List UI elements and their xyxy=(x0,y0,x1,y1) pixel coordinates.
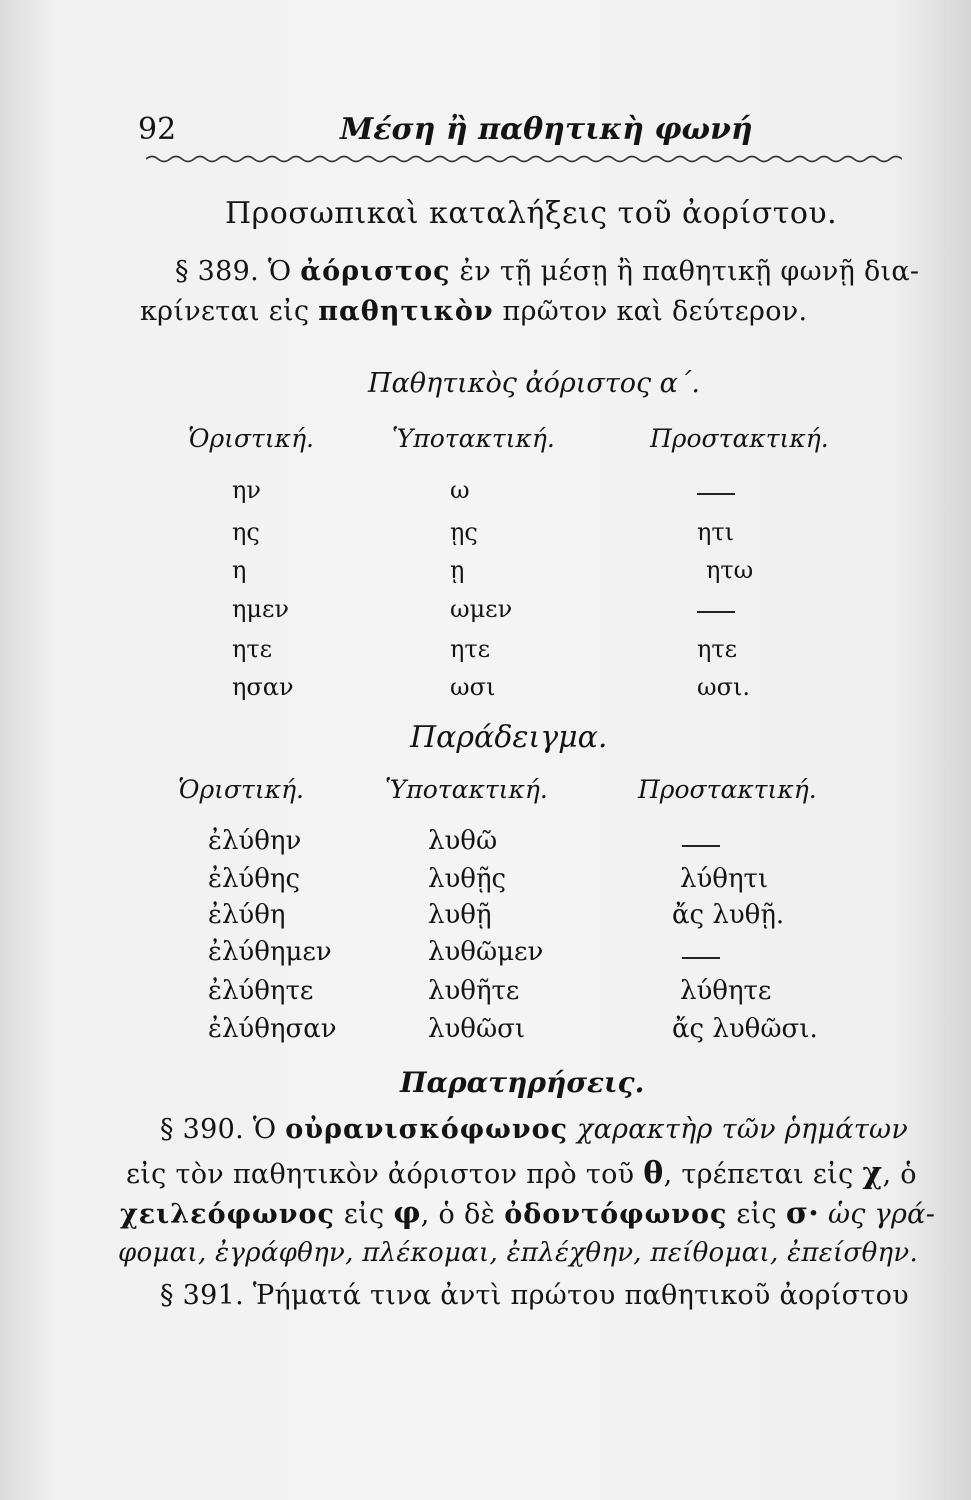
paragraph-391-line1 xyxy=(160,1280,909,1311)
term-cheileo: χειλεόφωνος xyxy=(120,1199,335,1230)
table2-indicative-cell: ἐλύθην xyxy=(208,826,302,856)
p390-text-3b: , ὁ δὲ xyxy=(420,1199,496,1230)
article: Ὁ xyxy=(267,256,292,287)
wavy-rule xyxy=(146,152,902,166)
table2-subjunctive-cell: λυθῇ xyxy=(428,900,492,930)
table1-indicative-cell: η xyxy=(232,556,247,584)
table2-subjunctive-cell: λυθῶμεν xyxy=(428,937,544,967)
p390-text-1: χαρακτὴρ τῶν ῥημάτων xyxy=(576,1114,909,1145)
table2-empty-dash xyxy=(682,845,720,847)
table2-indicative-cell: ἐλύθησαν xyxy=(208,1014,337,1044)
table2-empty-dash xyxy=(682,957,720,959)
table1-header-subjunctive: Ὑποτακτική. xyxy=(392,424,555,453)
table1-subjunctive-cell: ῃ xyxy=(450,556,465,584)
paragraph-389-line2 xyxy=(140,296,807,327)
table2-title: Παράδειγμα. xyxy=(410,720,608,755)
table2-indicative-cell: ἐλύθη xyxy=(208,900,286,930)
letter-phi: φ xyxy=(393,1196,421,1231)
table2-subjunctive-cell: λυθῇς xyxy=(428,864,507,894)
table1-title: Παθητικὸς ἀόριστος α΄. xyxy=(368,368,700,399)
paragraph-390-line4: φομαι, ἐγράφθην, πλέκομαι, ἐπλέχθην, πείθομαι, ἐπείσθην. xyxy=(118,1238,919,1268)
table2-imperative-cell: ἄς λυθῇ. xyxy=(672,900,785,930)
table1-subjunctive-cell: ωμεν xyxy=(450,595,513,623)
p391-text: Ῥήματά τινα ἀντὶ πρώτου παθητικοῦ ἀορίστου xyxy=(252,1280,909,1311)
table2-imperative-cell: λύθητι xyxy=(680,864,769,894)
letter-sigma: σ· xyxy=(785,1196,820,1231)
p390-text-2b: , τρέπεται εἰς xyxy=(663,1159,854,1190)
table2-indicative-cell: ἐλύθητε xyxy=(208,976,314,1006)
section-number-389: § 389. xyxy=(175,256,259,287)
table1-indicative-cell: ημεν xyxy=(232,595,289,623)
paragraph-390-line3 xyxy=(120,1196,935,1231)
term-pathetikon: παθητικὸν xyxy=(318,296,494,327)
term-ouranisko: οὐρανισκόφωνος xyxy=(285,1114,569,1145)
table2-imperative-cell: ἄς λυθῶσι. xyxy=(672,1014,818,1044)
table2-subjunctive-cell: λυθῶ xyxy=(428,826,498,856)
table2-imperative-cell: λύθητε xyxy=(680,976,772,1006)
table1-imperative-cell: ητω xyxy=(706,556,754,584)
table1-imperative-cell: ητε xyxy=(697,635,738,663)
table2-subjunctive-cell: λυθῆτε xyxy=(428,976,520,1006)
article: Ὁ xyxy=(252,1114,277,1145)
table2-header-imperative: Προστακτική. xyxy=(638,775,817,804)
section-number-391: § 391. xyxy=(160,1280,244,1311)
p390-text-2c: , ὁ xyxy=(882,1159,917,1190)
letter-theta: θ xyxy=(643,1156,664,1191)
paragraph-390-line1 xyxy=(160,1114,908,1145)
running-title: Μέση ἢ παθητικὴ φωνή xyxy=(340,112,753,147)
table1-empty-dash xyxy=(697,611,735,613)
table1-indicative-cell: ης xyxy=(232,518,260,546)
p389-text-1: ἐν τῇ μέσῃ ἢ παθητικῇ φωνῇ δια- xyxy=(459,256,920,287)
table1-indicative-cell: ην xyxy=(232,476,261,504)
table2-header-indicative: Ὁριστική. xyxy=(178,775,305,804)
p389-text-2a: κρίνεται εἰς xyxy=(140,296,310,327)
table1-empty-dash xyxy=(697,493,735,495)
paragraph-389-line1 xyxy=(175,256,919,287)
section-number-390: § 390. xyxy=(160,1114,244,1145)
section-title: Προσωπικαὶ καταλήξεις τοῦ ἀορίστου. xyxy=(225,196,838,231)
table2-indicative-cell: ἐλύθημεν xyxy=(208,937,332,967)
table1-subjunctive-cell: ω xyxy=(450,476,470,504)
page-number: 92 xyxy=(138,112,177,147)
table1-subjunctive-cell: ῃς xyxy=(450,518,478,546)
p390-text-3c: εἰς xyxy=(736,1199,777,1230)
p390-text-3d: ὡς γρά- xyxy=(827,1199,936,1230)
p389-text-2b: πρῶτον καὶ δεύτερον. xyxy=(502,296,808,327)
term-odonto: ὀδοντόφωνος xyxy=(504,1199,728,1230)
table1-indicative-cell: ητε xyxy=(232,635,273,663)
p390-text-3a: εἰς xyxy=(343,1199,385,1230)
table1-subjunctive-cell: ητε xyxy=(450,635,491,663)
paragraph-390-line2 xyxy=(126,1156,917,1191)
table2-subjunctive-cell: λυθῶσι xyxy=(428,1014,526,1044)
table2-indicative-cell: ἐλύθης xyxy=(208,864,301,894)
term-aoristos: ἀόριστος xyxy=(300,256,451,287)
table2-header-subjunctive: Ὑποτακτική. xyxy=(385,775,548,804)
letter-chi: χ xyxy=(862,1156,883,1191)
table1-indicative-cell: ησαν xyxy=(232,673,294,701)
observations-title: Παρατηρήσεις. xyxy=(400,1066,645,1099)
table1-header-indicative: Ὁριστική. xyxy=(188,424,315,453)
table1-imperative-cell: ητι xyxy=(697,518,735,546)
table1-imperative-cell: ωσι. xyxy=(697,673,750,701)
table1-subjunctive-cell: ωσι xyxy=(450,673,496,701)
p390-text-2a: εἰς τὸν παθητικὸν ἀόριστον πρὸ τοῦ xyxy=(126,1159,635,1190)
table1-header-imperative: Προστακτική. xyxy=(650,424,829,453)
